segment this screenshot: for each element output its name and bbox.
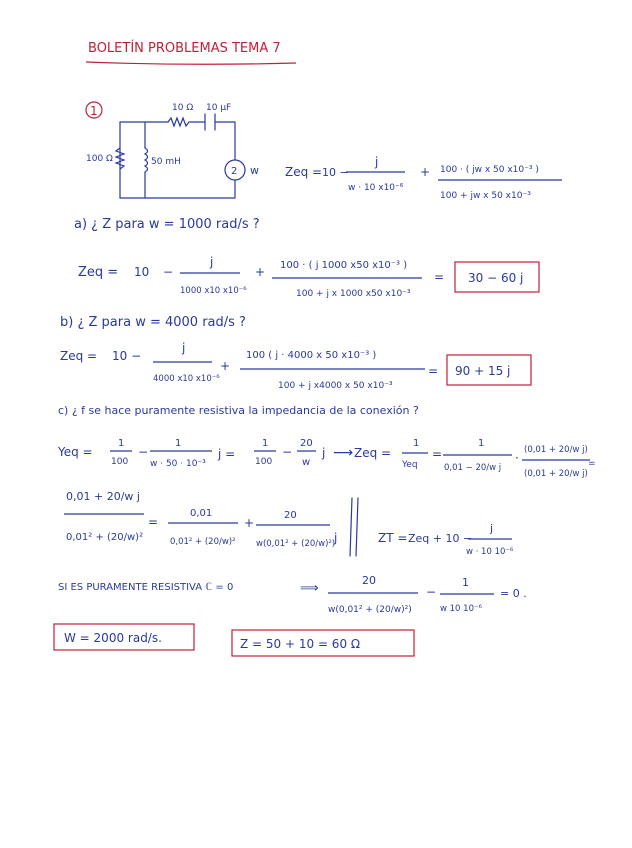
intro-f1-den: w · 10 x10⁻⁶ bbox=[348, 183, 404, 193]
part-a-f2-den: 100 + j x 1000 x50 x10⁻³ bbox=[296, 289, 411, 299]
intro-lhs: Zeq = bbox=[285, 165, 323, 179]
part-c-z-f2-num: 1 bbox=[478, 438, 485, 449]
part-c-y-minus: − bbox=[138, 445, 149, 459]
part-c-y-f2-num: 1 bbox=[175, 438, 182, 449]
part-c-r-f1-num: 0,01 + 20/w j bbox=[66, 490, 140, 503]
part-c-y-minus2: − bbox=[282, 445, 293, 459]
part-c-y-j2: j bbox=[322, 446, 326, 460]
part-c-separator bbox=[350, 498, 358, 556]
part-c-y-f3-den: 100 bbox=[255, 457, 273, 467]
part-c-y-f1-den: 100 bbox=[111, 457, 129, 467]
part-c-r-f2-den: 0,01² + (20/w)² bbox=[170, 537, 236, 547]
part-c-cond-f1-den: w(0,01² + (20/w)²) bbox=[328, 605, 412, 615]
part-b-lhs: Zeq = bbox=[60, 349, 98, 363]
part-b-f2-num: 100 ( j · 4000 x 50 x10⁻³ ) bbox=[246, 350, 377, 361]
label-source: 2 bbox=[231, 166, 238, 177]
shunt-inductor bbox=[145, 148, 148, 172]
part-c-z-f3-den: (0,01 + 20/w j) bbox=[524, 469, 588, 479]
part-c-y-f4-den: w bbox=[302, 457, 311, 468]
part-c-z-dot: · bbox=[515, 451, 519, 465]
title-underline bbox=[86, 62, 296, 64]
part-c-cond-label: SI ES PURAMENTE RESISTIVA ℂ = 0 bbox=[58, 582, 234, 593]
part-c-cond-f1-num: 20 bbox=[362, 574, 376, 587]
problem-number: 1 bbox=[90, 104, 98, 118]
part-a-equals: = bbox=[434, 270, 445, 284]
part-b-question: b) ¿ Z para w = 4000 rad/s ? bbox=[60, 315, 246, 330]
part-c-y-f1-num: 1 bbox=[118, 438, 125, 449]
part-b-equals: = bbox=[428, 364, 439, 378]
part-a-f1-num: j bbox=[210, 255, 214, 269]
intro-f1-num: j bbox=[375, 155, 379, 169]
part-b-f1-num: j bbox=[182, 341, 186, 355]
intro-f2-den: 100 + jw x 50 x10⁻³ bbox=[440, 191, 531, 201]
part-a-plus: + bbox=[255, 265, 266, 279]
part-c-cond-minus: − bbox=[426, 585, 437, 599]
part-c-z-eq: = bbox=[432, 447, 443, 461]
part-a-question: a) ¿ Z para w = 1000 rad/s ? bbox=[74, 217, 260, 232]
part-c-z-lhs: Zeq = bbox=[354, 446, 392, 460]
series-capacitor bbox=[205, 114, 215, 130]
part-c-question: c) ¿ f se hace puramente resistiva la impedancia de la conexión ? bbox=[58, 404, 419, 417]
part-c-y-j: j = bbox=[218, 447, 236, 461]
label-c-series: 10 μF bbox=[206, 103, 232, 113]
part-b-f2-den: 100 + j x4000 x 50 x10⁻³ bbox=[278, 381, 393, 391]
part-c-z-tail: = bbox=[588, 459, 596, 469]
part-a-f1-den: 1000 x10 x10⁻⁶ bbox=[180, 286, 247, 296]
part-c-cond-arrow: ⟹ bbox=[300, 581, 319, 596]
part-c-result-w: W = 2000 rad/s. bbox=[64, 631, 162, 645]
part-b-term1: 10 − bbox=[112, 349, 142, 363]
circuit-wire-top-right bbox=[215, 122, 235, 160]
part-c-r-f3-den: w(0,01² + (20/w)²) bbox=[256, 539, 336, 549]
part-c-r-f3-num: 20 bbox=[284, 510, 297, 521]
part-c-y-f4-num: 20 bbox=[300, 438, 313, 449]
intro-plus: + bbox=[420, 165, 431, 179]
part-c-cond-f2-num: 1 bbox=[462, 576, 469, 589]
label-r-series: 10 Ω bbox=[172, 103, 194, 113]
part-a-minus: − bbox=[163, 265, 174, 279]
intro-term1: 10 − bbox=[322, 166, 349, 179]
part-c-arrow: ⟶ bbox=[333, 445, 354, 461]
part-c-z-f3-num: (0,01 + 20/w j) bbox=[524, 445, 588, 455]
part-a-lhs: Zeq = bbox=[78, 265, 119, 280]
part-c-cond-eq: = 0 . bbox=[500, 587, 527, 600]
part-c-zt-f-num: j bbox=[490, 522, 494, 535]
circuit-diagram bbox=[116, 114, 245, 198]
part-c-result-z: Z = 50 + 10 = 60 Ω bbox=[240, 637, 361, 651]
part-a-term1: 10 bbox=[134, 265, 150, 279]
label-r-shunt: 100 Ω bbox=[86, 154, 113, 164]
part-c-zt-mid: Zeq + 10 − bbox=[408, 532, 473, 545]
part-c-y-lhs: Yeq = bbox=[58, 445, 93, 459]
label-l-shunt: 50 mH bbox=[151, 157, 181, 167]
part-c-r-f1-den: 0,01² + (20/w)² bbox=[66, 532, 144, 543]
part-c-y-f2-den: w · 50 · 10⁻³ bbox=[150, 459, 206, 469]
part-c-r-f2-num: 0,01 bbox=[190, 508, 213, 519]
part-a-f2-num: 100 · ( j 1000 x50 x10⁻³ ) bbox=[280, 260, 408, 271]
label-omega: w bbox=[250, 164, 259, 177]
intro-f2-num: 100 · ( jw x 50 x10⁻³ ) bbox=[440, 165, 539, 175]
part-c-zt-f-den: w · 10 10⁻⁶ bbox=[466, 547, 514, 557]
part-b-result: 90 + 15 j bbox=[455, 364, 511, 378]
part-c-r-eq: = bbox=[148, 515, 159, 529]
page-title: BOLETÍN PROBLEMAS TEMA 7 bbox=[88, 41, 281, 56]
part-c-r-j: j bbox=[334, 531, 338, 545]
part-c-z-f1-den: Yeq bbox=[402, 460, 418, 470]
part-c-y-f3-num: 1 bbox=[262, 438, 269, 449]
part-b-f1-den: 4000 x10 x10⁻⁶ bbox=[153, 374, 220, 384]
part-c-r-plus: + bbox=[244, 516, 255, 530]
part-a-result: 30 − 60 j bbox=[468, 271, 524, 285]
part-c-zt-lhs: ZT = bbox=[378, 531, 408, 545]
part-c-z-f1-num: 1 bbox=[413, 438, 420, 449]
part-c-cond-f2-den: w 10 10⁻⁶ bbox=[440, 604, 482, 614]
part-c-z-f2-den: 0,01 − 20/w j bbox=[444, 463, 502, 473]
series-resistor bbox=[168, 118, 189, 126]
part-b-plus: + bbox=[220, 359, 231, 373]
